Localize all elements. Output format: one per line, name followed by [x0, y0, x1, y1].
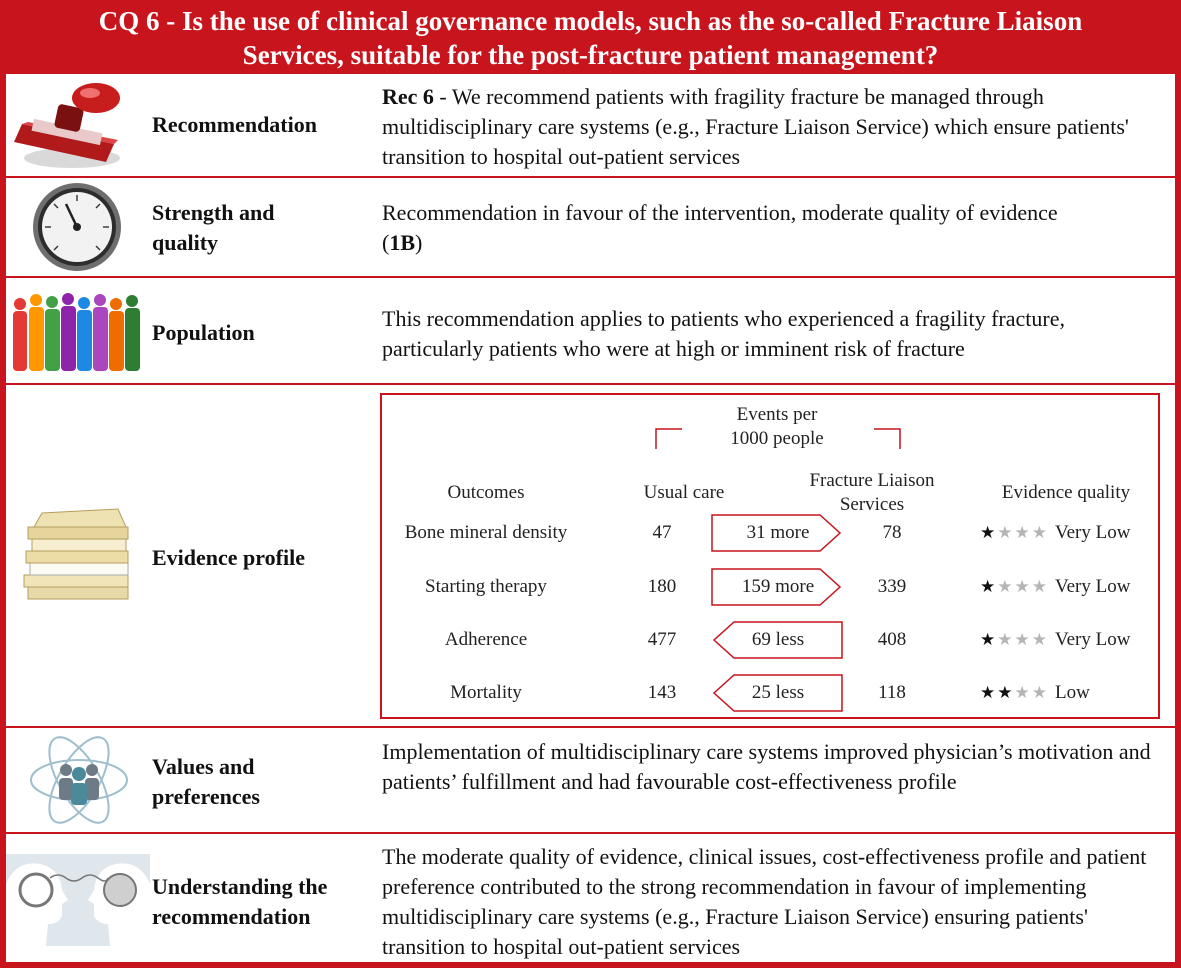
quality-label: Very Low [1055, 576, 1131, 597]
events-bracket [652, 425, 908, 451]
col-header-usual-care: Usual care [643, 482, 725, 503]
usual-care-value: 477 [647, 629, 677, 650]
evidence-quality-rating [980, 575, 1156, 599]
understanding-label-line-1: Understanding the [152, 874, 328, 899]
title-line-1: CQ 6 - Is the use of clinical governance models, such as the so-called Fracture Liaison [98, 6, 1083, 36]
row-understanding [6, 832, 1175, 962]
star-empty-icon: ★ [997, 577, 1013, 596]
quality-label: Very Low [1055, 522, 1131, 543]
page-title [0, 0, 1181, 74]
difference-value: 31 more [746, 522, 810, 543]
people-group-atom-icon [26, 730, 132, 830]
star-empty-icon: ★ [1031, 577, 1047, 596]
rubber-stamp-icon [10, 80, 142, 172]
star-empty-icon: ★ [1014, 523, 1030, 542]
evidence-table [380, 393, 1160, 719]
rec-number: Rec 6 [382, 84, 434, 109]
fls-value: 118 [878, 682, 906, 703]
star-empty-icon: ★ [1014, 577, 1030, 596]
two-heads-thinking-icon [6, 854, 150, 946]
col-header-evidence-quality: Evidence quality [1001, 482, 1131, 503]
grade-close-paren: ) [415, 230, 423, 255]
star-filled-icon: ★ [980, 523, 996, 542]
col-header-fls-line-2: Services [839, 494, 905, 515]
row-population [6, 276, 1175, 383]
strength-label-line-2: quality [152, 230, 219, 255]
understanding-label-line-2: recommendation [152, 904, 311, 929]
star-empty-icon: ★ [1031, 630, 1047, 649]
usual-care-value: 180 [647, 576, 677, 597]
col-header-fls-line-1: Fracture Liaison [809, 470, 935, 491]
rec-body: - We recommend patients with fragility fracture be managed through multidisciplinary care systems (e.g., Fracture Liaison Service) which ensure patients' transition to hospital out-patient services [382, 84, 1129, 169]
star-empty-icon: ★ [1031, 523, 1047, 542]
strength-text [382, 198, 1167, 258]
star-empty-icon: ★ [997, 630, 1013, 649]
fls-value: 408 [877, 629, 907, 650]
fls-value: 78 [882, 522, 902, 543]
col-header-fls [792, 469, 952, 517]
understanding-text: The moderate quality of evidence, clinical issues, cost-effectiveness profile and patient preference contributed to the strong recommendation in favour of implementing multidisciplinary care systems (e.g., Fracture Liaison Service) ensuring patients' transition to hospital out-patient services [382, 844, 1147, 959]
evidence-quality-rating [980, 628, 1156, 652]
outcome-name: Bone mineral density [404, 522, 568, 543]
title-line-2: Services, suitable for the post-fracture patient management? [242, 40, 939, 70]
strength-label-line-1: Strength and [152, 200, 275, 225]
evidence-label: Evidence profile [152, 545, 305, 570]
understanding-label [152, 872, 327, 932]
star-filled-icon: ★ [980, 630, 996, 649]
strength-grade-line [382, 228, 1167, 258]
difference-value: 25 less [751, 682, 805, 703]
row-recommendation [6, 74, 1175, 176]
star-filled-icon: ★ [980, 577, 996, 596]
recommendation-label: Recommendation [152, 112, 317, 137]
star-empty-icon: ★ [997, 523, 1013, 542]
difference-value: 159 more [741, 576, 815, 597]
col-header-outcomes: Outcomes [447, 482, 525, 503]
row-values [6, 726, 1175, 832]
strength-label [152, 198, 274, 258]
events-header-line-1: Events per [736, 404, 818, 425]
outcome-name: Adherence [444, 629, 528, 650]
recommendation-text [382, 82, 1167, 172]
pressure-gauge-icon [30, 180, 124, 274]
row-evidence [6, 383, 1175, 726]
fls-value: 339 [877, 576, 907, 597]
people-silhouettes-icon [10, 290, 148, 372]
values-label [152, 752, 260, 812]
grade-open-paren: ( [382, 230, 390, 255]
evidence-quality-rating [980, 521, 1156, 545]
events-header-line-2: 1000 people [730, 428, 824, 449]
document-stack-icon [20, 503, 136, 607]
evidence-quality-rating [980, 681, 1156, 705]
quality-label: Low [1055, 682, 1090, 703]
values-label-line-1: Values and [152, 754, 255, 779]
row-strength [6, 176, 1175, 276]
usual-care-value: 47 [652, 522, 672, 543]
values-label-line-2: preferences [152, 784, 260, 809]
outcome-name: Mortality [450, 682, 522, 703]
strength-description: Recommendation in favour of the intervention, moderate quality of evidence [382, 200, 1058, 225]
usual-care-value: 143 [647, 682, 677, 703]
star-empty-icon: ★ [1031, 683, 1047, 702]
values-text: Implementation of multidisciplinary care systems improved physician’s motivation and patients’ fulfillment and had favourable cost-effectiveness profile [382, 739, 1151, 794]
population-label: Population [152, 320, 255, 345]
grade-badge: 1B [389, 230, 416, 255]
star-filled-icon: ★ [980, 683, 996, 702]
star-empty-icon: ★ [1014, 683, 1030, 702]
population-text: This recommendation applies to patients who experienced a fragility fracture, particularly patients who were at high or imminent risk of fracture [382, 306, 1065, 361]
quality-label: Very Low [1055, 629, 1131, 650]
star-filled-icon: ★ [997, 683, 1013, 702]
star-empty-icon: ★ [1014, 630, 1030, 649]
difference-value: 69 less [751, 629, 805, 650]
outcome-name: Starting therapy [425, 576, 547, 597]
